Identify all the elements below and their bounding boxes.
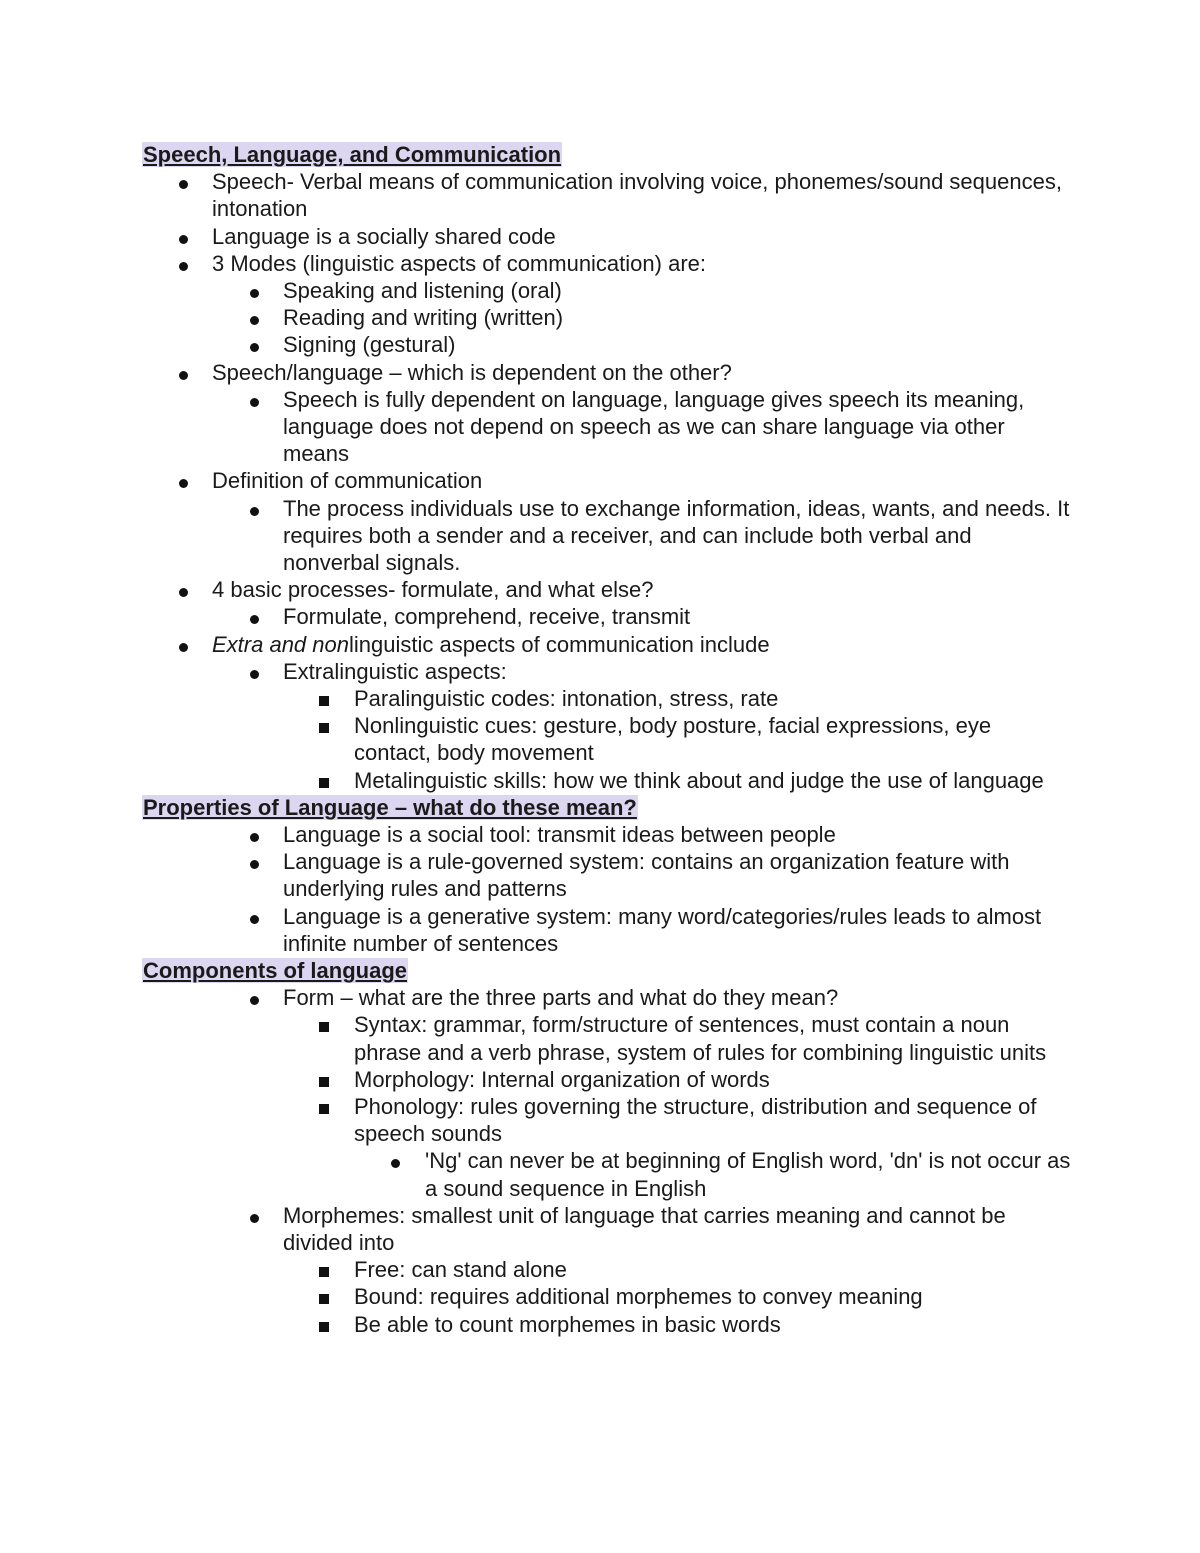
round-bullet-icon [250, 495, 259, 522]
section [142, 141, 1072, 794]
list-item [142, 223, 1072, 250]
list-item-text: Paralinguistic codes: intonation, stress, rate [354, 686, 779, 712]
list-item-text: Speech- Verbal means of communication involving voice, phonemes/sound sequences, intonation [212, 169, 1062, 222]
list-item [142, 1256, 1072, 1283]
round-bullet-icon [250, 848, 259, 875]
list-item-text: Speech is fully dependent on language, language gives speech its meaning, language does not depend on speech as we can share language via other means [283, 386, 1025, 467]
list-item [142, 277, 1072, 304]
list-item-text: Speaking and listening (oral) [283, 278, 562, 303]
round-bullet-icon [250, 603, 259, 630]
list-item [142, 1311, 1072, 1338]
square-bullet-icon [319, 1256, 329, 1283]
list-item [142, 168, 1072, 222]
list-item-text: Extralinguistic aspects: [283, 658, 507, 684]
round-bullet-icon [179, 631, 188, 658]
round-bullet-icon [250, 331, 259, 358]
list-item-text: Language is a generative system: many word/categories/rules leads to almost infinite number of sentences [283, 903, 1042, 956]
section [142, 957, 1072, 1338]
list-item-text: The process individuals use to exchange information, ideas, wants, and needs. It requires both a sender and a receiver, and can include both verbal and nonverbal signals. [283, 495, 1070, 576]
list-item-text: 4 basic processes- formulate, and what else? [212, 577, 654, 603]
list-item-text: Morphemes: smallest unit of language that carries meaning and cannot be divided into [283, 1202, 1006, 1256]
round-bullet-icon [250, 1202, 259, 1229]
round-bullet-icon [391, 1147, 400, 1174]
round-bullet-icon [179, 250, 188, 277]
list-item-text: Bound: requires additional morphemes to convey meaning [354, 1284, 923, 1310]
list-item [142, 984, 1072, 1011]
square-bullet-icon [319, 1311, 329, 1338]
square-bullet-icon [319, 1066, 329, 1093]
round-bullet-icon [250, 658, 259, 685]
list-item [142, 767, 1072, 794]
list-item [142, 903, 1072, 957]
round-bullet-icon [250, 304, 259, 331]
list-item-italic-text: Extra and non [212, 631, 349, 657]
list-item [142, 359, 1072, 386]
list-item [142, 576, 1072, 603]
list-item [142, 250, 1072, 277]
list-item [142, 1093, 1072, 1147]
section-heading-line [142, 794, 1072, 821]
round-bullet-icon [179, 168, 188, 195]
list-item [142, 386, 1072, 468]
square-bullet-icon [319, 685, 329, 712]
list-item-text: Signing (gestural) [283, 332, 456, 358]
list-item-text: Language is a social tool: transmit ideas between people [283, 822, 836, 848]
square-bullet-icon [319, 1283, 329, 1310]
list-item-text: Nonlinguistic cues: gesture, body posture, facial expressions, eye contact, body movement [354, 713, 992, 766]
list-item [142, 331, 1072, 358]
list-item-text: Free: can stand alone [354, 1257, 567, 1283]
document-body [142, 141, 1072, 1338]
round-bullet-icon [179, 467, 188, 494]
round-bullet-icon [250, 903, 259, 930]
section-heading-line [142, 141, 1072, 168]
section-heading-line [142, 957, 1072, 984]
list-item [142, 821, 1072, 848]
list-item [142, 1066, 1072, 1093]
list-item [142, 631, 1072, 658]
list-item [142, 1283, 1072, 1310]
section-heading: Components of language [143, 958, 407, 984]
list-item-text: Language is a rule-governed system: contains an organization feature with underlying rules and patterns [283, 849, 1010, 902]
square-bullet-icon [319, 712, 329, 739]
round-bullet-icon [179, 359, 188, 386]
list-item [142, 658, 1072, 685]
section-heading: Properties of Language – what do these mean? [143, 794, 637, 820]
list-item-text: Be able to count morphemes in basic words [354, 1311, 781, 1337]
square-bullet-icon [319, 767, 329, 794]
list-item-text: Speech/language – which is dependent on the other? [212, 359, 732, 385]
list-item-text: 3 Modes (linguistic aspects of communication) are: [212, 250, 706, 276]
round-bullet-icon [179, 576, 188, 603]
list-item [142, 685, 1072, 712]
list-item-text: Form – what are the three parts and what do they mean? [283, 985, 839, 1011]
list-item [142, 848, 1072, 902]
list-item [142, 467, 1072, 494]
list-item-text: Reading and writing (written) [283, 305, 564, 331]
list-item-text: Language is a socially shared code [212, 223, 556, 249]
square-bullet-icon [319, 1011, 329, 1038]
round-bullet-icon [250, 984, 259, 1011]
list-item [142, 1011, 1072, 1065]
round-bullet-icon [250, 386, 259, 413]
list-item [142, 1202, 1072, 1256]
section [142, 794, 1072, 957]
list-item-text: linguistic aspects of communication include [348, 631, 770, 657]
list-item-text: Morphology: Internal organization of words [354, 1066, 770, 1092]
round-bullet-icon [250, 277, 259, 304]
round-bullet-icon [250, 821, 259, 848]
list-item [142, 603, 1072, 630]
list-item-text: Metalinguistic skills: how we think about and judge the use of language [354, 767, 1044, 793]
list-item-text: Definition of communication [212, 468, 483, 494]
list-item [142, 1147, 1072, 1201]
list-item [142, 712, 1072, 766]
list-item-text: Formulate, comprehend, receive, transmit [283, 604, 691, 630]
round-bullet-icon [179, 223, 188, 250]
list-item-text: Syntax: grammar, form/structure of sentences, must contain a noun phrase and a verb phrase, system of rules for combining linguistic units [354, 1012, 1047, 1065]
list-item-text: Phonology: rules governing the structure, distribution and sequence of speech sounds [354, 1094, 1037, 1147]
section-heading: Speech, Language, and Communication [143, 142, 562, 167]
square-bullet-icon [319, 1093, 329, 1120]
list-item-text: 'Ng' can never be at beginning of English word, 'dn' is not occur as a sound sequence in English [425, 1148, 1071, 1201]
list-item [142, 304, 1072, 331]
list-item [142, 495, 1072, 577]
